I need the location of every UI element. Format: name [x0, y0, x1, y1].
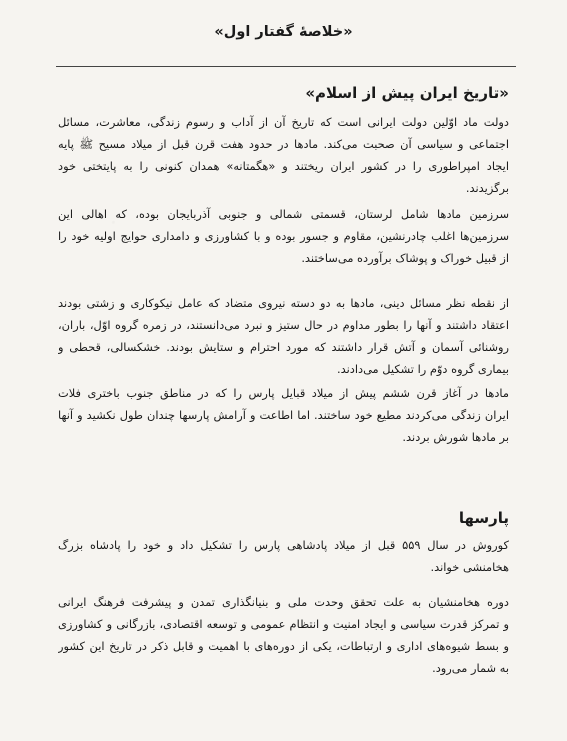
section-title-pre-islamic-history: «تاریخ ایران پیش از اسلام»: [305, 84, 509, 102]
text-line: برگزیدند.: [465, 181, 509, 195]
text-line: ایران زندگی می‌کردند مطیع خود ساختند. اما اطاعت و آرامش پارسها چندان طول نکشید و آنها: [58, 408, 509, 422]
text-line: از قبیل خوراک و پوشاک برآورده می‌ساختند.: [301, 251, 509, 265]
text-line: سرزمین مادها شامل لرستان، قسمتی شمالی و جنوبی آذربایجان بوده، که اهالی این: [58, 207, 509, 221]
title-divider: [56, 66, 516, 67]
text-line: و بسط شیوه‌های اداری و ارتباطات، یکی از دوره‌های با اهمیت و قابل ذکر در تاریخ این کشور: [58, 639, 509, 653]
paragraph-cyrus: [58, 534, 509, 578]
text-line: کوروش در سال ۵۵۹ قبل از میلاد پادشاهی پارس را تشکیل داد و خود را پادشاه بزرگ: [58, 538, 509, 552]
paragraph-median-land: [58, 203, 509, 269]
paragraph-median-religion: [58, 292, 509, 380]
text-line: اجتماعی و سیاسی آن صحبت می‌کند. مادها در حدود هفت قرن قبل از میلاد مسیح ﷺ پایه: [58, 137, 509, 151]
text-line: بر مادها شورش بردند.: [402, 430, 509, 444]
text-line: دولت ماد اوّلین دولت ایرانی است که تاریخ آن از آداب و رسوم زندگی، معاشرت، مسائل: [58, 115, 509, 129]
paragraph-median-state: [58, 111, 509, 199]
paragraph-achaemenid-era: [58, 591, 509, 679]
text-line: روشنائی آسمان و آتش قرار داشتند که مورد احترام و ستایش بودند. خشکسالی، قحطی و: [58, 340, 509, 354]
section-title-persians: پارسها: [458, 509, 509, 527]
text-line: از نقطه نظر مسائل دینی، مادها به دو دسته نیروی متضاد که عامل نیکوکاری و زشتی بودند: [58, 296, 509, 310]
text-line: دوره هخامنشیان به علت تحقق وحدت ملی و بنیانگذاری تمدن و پیشرفت فرهنگ ایرانی: [58, 595, 509, 609]
text-line: سرزمین‌ها اغلب چادرنشین، مقاوم و جسور بوده و با کشاورزی و دامداری حوایج اولیه خود را: [58, 229, 509, 243]
text-line: اعتقاد داشتند و آنها را بطور مداوم در حال ستیز و نبرد می‌دانستند، در زمره گروه اوّل، باران،: [58, 318, 509, 332]
text-line: مادها در آغاز قرن ششم پیش از میلاد قبایل پارس را که در مناطق جنوب باختری فلات: [58, 386, 509, 400]
text-line: و تمرکز قدرت سیاسی و ایجاد امنیت و انتظام عمومی و توسعه اقتصادی، بازرگانی و کشاورزی: [58, 617, 509, 631]
text-line: هخامنشی خواند.: [430, 560, 509, 574]
paragraph-persian-tribes: [58, 382, 509, 448]
text-line: بیماری گروه دوّم را تشکیل می‌دادند.: [336, 362, 509, 376]
text-line: ایجاد امپراطوری را در کشور ایران ریختند و «هگمتانه» همدان کنونی را به پایتختی خود: [58, 159, 509, 173]
chapter-summary-title: «خلاصهٔ گفتار اول»: [214, 24, 353, 40]
text-line: به شمار می‌رود.: [432, 661, 509, 675]
